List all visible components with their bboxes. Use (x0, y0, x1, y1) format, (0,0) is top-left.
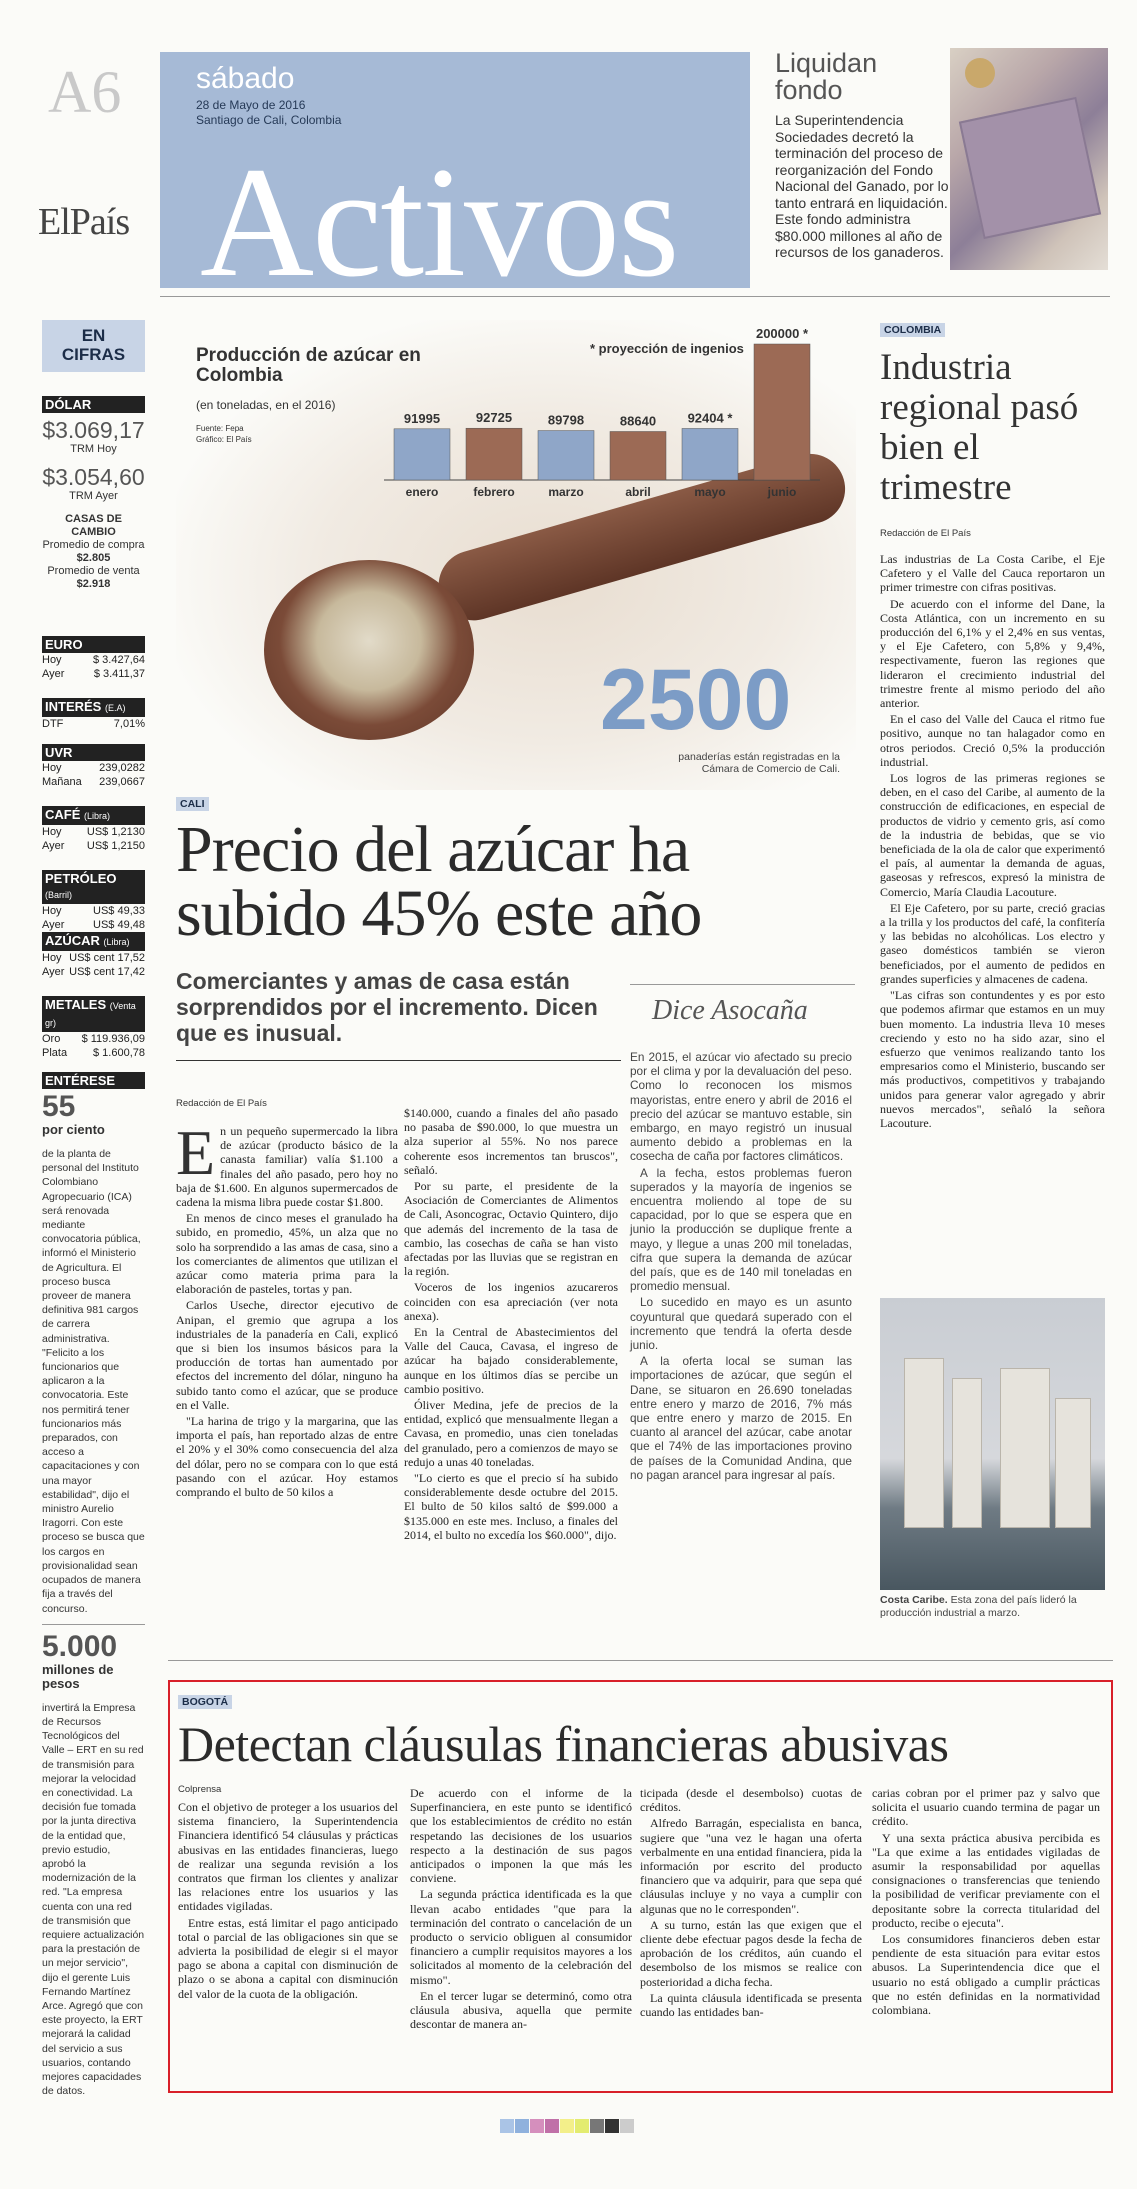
divider (160, 296, 1110, 297)
metales-unit: (Venta gr) (45, 1001, 136, 1028)
stat-caption: panaderías están registradas en la Cámara de Comercio de Cali. (678, 751, 840, 775)
row-label: Ayer (42, 919, 65, 931)
bogota-byline: Colprensa (178, 1784, 222, 1795)
uvr-manana-row (42, 775, 145, 789)
euro-ayer-row (42, 667, 145, 681)
page-number: A6 (48, 59, 122, 125)
bar-abril (610, 431, 666, 480)
chart-subtitle: (en toneladas, en el 2016) (196, 398, 336, 412)
petroleo-block (42, 870, 145, 932)
bar-value-label: 91995 (403, 410, 441, 426)
banknotes-photo (950, 48, 1108, 270)
row-value: $ 119.936,09 (81, 1033, 145, 1045)
paragraph: El Eje Cafetero, por su parte, creció gracias a la trilla y los productos del café, la confitería y las bebidas no alcohólicas. Los electro y gaseo domésticos también se vieron beneficiados, por el aumento de pedidos en grandes superficies y almacenes de cadena. (880, 900, 1105, 986)
asocana-body (630, 1050, 852, 1484)
paragraph: De acuerdo con el informe del Dane, la Costa Atlántica, con un incremento en su producción del 6,1% y el 2,4% en sus ventas, y el Eje Cafetero, con 5,8% y 9,4%, respectivamente, fueron las regiones que lideraron el crecimiento industrial del trimestre frente al mismo periodo del año anterior. (880, 596, 1105, 711)
banner-day: sábado (196, 62, 295, 95)
row-value: 7,01% (113, 718, 145, 730)
bar-chart (380, 320, 820, 510)
main-byline: Redacción de El País (176, 1098, 267, 1109)
cafe-unit: (Libra) (84, 811, 111, 821)
section-title: Activos (200, 135, 678, 288)
paragraph: A su turno, están las que exigen que el cliente debe efectuar pagos desde la fecha de aprobación de los créditos, aún cuando el desembolso de los mismos se realice con posterioridad a dicha fecha. (640, 1917, 862, 1989)
interes-label-text: INTERÉS (45, 699, 102, 714)
divider (176, 1060, 621, 1061)
paragraph: Lo sucedido en mayo es un asunto coyuntural que quedará superado con el incremento que tendrá la oferta desde junio. (630, 1295, 852, 1353)
row-value: 239,0282 (99, 762, 145, 774)
kicker-label: COLOMBIA (880, 323, 945, 337)
azucar-ayer-row (42, 965, 145, 979)
dolar-label: DÓLAR (42, 396, 145, 413)
chart-source-text: Fuente: Fepa (196, 424, 244, 433)
paragraph: "La harina de trigo y la margarina, que las importa el país, han reportado alzas de entre el 20% y el 30% como consecuencia del alza del dólar, pero no se compara con lo que está pasando con el azúcar. Hoy estamos comprando el bulto de 50 kilos a (176, 1414, 398, 1500)
right-byline: Redacción de El País (880, 528, 971, 539)
paragraph: Los logros de las primeras regiones se deben, en el caso del Caribe, al aumento de la construcción de edificaciones, en especial de productos de vidrio y cemento gris, así como de la industria de bebidas, que se vio beneficiada de la ola de calor que experimentó el país, al aumentar la demanda de aguas, gaseosas y refrescos, expresó la ministra de Comercio, María Claudia Lacouture. (880, 771, 1105, 899)
paragraph: Los consumidores financieros deben estar pendiente de esta situación para evitar estos abusos. La Superintendencia dice que el usuario no está obligado a cumplir prácticas que no estén definidas en la normatividad colombiana. (872, 1932, 1100, 2018)
petroleo-label-text: PETRÓLEO (45, 871, 117, 886)
paragraph: "Lo cierto es que el precio sí ha subido considerablemente desde octubre del 2015. El bulto de 50 kilos saltó de $99.000 a $135.000 en este mes. Incluso, a finales del 2014, el bulto no excedía los $60.000", dijo. (404, 1471, 618, 1542)
bogota-column-1 (178, 1800, 398, 2003)
trm-ayer-label: TRM Ayer (69, 490, 118, 502)
venta-label: Promedio de venta (47, 565, 140, 577)
row-label: Hoy (42, 952, 62, 964)
uvr-block (42, 744, 145, 789)
divider (42, 1624, 145, 1625)
brief-title-1: Liquidan (775, 48, 878, 78)
costa-caribe-photo (880, 1298, 1105, 1590)
interes-block (42, 698, 145, 731)
interes-unit: (E.A) (104, 703, 126, 713)
metales-block (42, 996, 145, 1060)
stat-number: 2500 (600, 652, 792, 748)
banknote-shape (959, 97, 1101, 239)
building-shape (952, 1378, 982, 1528)
brief-title-2: fondo (775, 75, 843, 105)
petroleo-label (42, 870, 145, 904)
paragraph: Óliver Medina, jefe de precios de la entidad, explicó que mensualmente llegan a Cavasa, en promedio, unas cien toneladas del granulado, pero a comienzos de mayo se redujo a unas 40 toneladas. (404, 1398, 618, 1469)
bar-junio (754, 344, 810, 480)
right-headline: Industria regional pasó bien el trimestre (880, 347, 1079, 508)
trm-hoy-value: $3.069,17 (42, 417, 145, 443)
date-text: 28 de Mayo de 2016 (196, 98, 306, 112)
category-label: marzo (548, 485, 584, 499)
row-label: Hoy (42, 762, 62, 774)
azucar-block (42, 932, 145, 979)
metales-label-text: METALES (45, 997, 107, 1012)
divider (168, 1660, 1113, 1661)
petroleo-unit: (Barril) (45, 890, 72, 900)
bogota-column-2 (410, 1786, 632, 2033)
oro-row (42, 1032, 145, 1046)
bogota-kicker (178, 1690, 232, 1709)
euro-label: EURO (42, 636, 145, 653)
bogota-column-4 (872, 1786, 1100, 2019)
swatch (545, 2119, 559, 2133)
paragraph: Carlos Useche, director ejecutivo de Anipan, el gremio que agrupa a los industriales de la panadería en Cali, explicó que si bien los insumos básicos para la producción de tortas han aumentado por efectos del incremento del dólar, ninguno ha subido tanto como el azúcar, que se produce en el Valle. (176, 1298, 398, 1412)
newspaper-logo: ElPaís (38, 201, 130, 243)
paragraph: De acuerdo con el informe de la Superfinanciera, en este punto se identificó que los establecimientos de crédito no están respetando las decisiones de los usuarios respecto a la destinación de sus pagos anticipados o imponen la que más les conviene. (410, 1786, 632, 1886)
row-label: Hoy (42, 826, 62, 838)
swatch (500, 2119, 514, 2133)
row-value: US$ 49,48 (93, 919, 145, 931)
bogota-column-3 (640, 1786, 862, 2021)
bar-marzo (538, 431, 594, 480)
azucar-label-text: AZÚCAR (45, 933, 100, 948)
paragraph: Por su parte, el presidente de la Asociación de Comerciantes de Alimentos de Cali, Asoncograc, Octavio Quintero, dijo que además del incremento de la tasa de cambio, las cosechas de caña se han visto afectadas por las lluvias que se registran en la región. (404, 1179, 618, 1279)
cafe-hoy-row (42, 825, 145, 839)
row-value: $ 1.600,78 (93, 1047, 145, 1059)
banner-date (196, 98, 341, 128)
chart-credit-text: Gráfico: El País (196, 435, 252, 444)
building-shape (904, 1358, 944, 1528)
enterese-text: de la planta de personal del Instituto Colombiano Agropecuario (ICA) será renovada mediante convocatoria pública, informó el Ministerio de Agricultura. El proceso busca proveer de manera definitiva 981 cargos de carrera administrativa. "Felicito a los funcionarios que aplicaron a la convocatoria. Este nos permitirá tener funcionarios más preparados, con acceso a capacitaciones y con una mayor estabilidad", dijo el ministro Aurelio Iragorri. Con este proceso se busca que los cargos en provisionalidad sean ocupados de manera fija a través del concurso. (42, 1148, 145, 1615)
main-column-2 (404, 1106, 618, 1544)
uvr-label: UVR (42, 744, 145, 761)
enterese-text-2: invertirá la Empresa de Recursos Tecnológicos del Valle – ERT en su red de transmisión para mejorar la velocidad en conectividad. La decisión fue tomada por la junta directiva de la entidad que, previo estudio, aprobó la modernización de la red. "La empresa cuenta con una red de transmisión que requiere actualización para la prestación de un mejor servicio", dijo el gerente Luis Fernando Martínez Arce. Agregó que con este proyecto, la ERT mejorará la calidad del servicio a sus usuarios, contando mejores capacidades de datos. (42, 1701, 145, 2098)
cafe-label (42, 806, 145, 825)
enterese-unit: por ciento (42, 1122, 105, 1137)
row-label: Ayer (42, 668, 65, 680)
enterese-label: ENTÉRESE (42, 1072, 145, 1089)
category-label: abril (625, 485, 651, 499)
paragraph: A la oferta local se suman las importaciones de azúcar, que según el Dane, se situaron en 26.690 toneladas entre enero y marzo de 2016, 7% más que entre enero y marzo de 2015. En cuanto al arancel del azúcar, cabe anotar que el 74% de las importaciones provino de países de la Comunidad Andina, que no pagan arancel para ingresar al país. (630, 1354, 852, 1482)
bar-enero (394, 429, 450, 480)
paragraph: Las industrias de La Costa Caribe, el Eje Cafetero y el Valle del Cauca reportaron un primer trimestre con cifras positivas. (880, 552, 1105, 595)
photo-caption-bold: Costa Caribe. (880, 1594, 948, 1606)
row-value: US$ 1,2150 (86, 840, 145, 852)
swatch (530, 2119, 544, 2133)
swatch (605, 2119, 619, 2133)
row-value: $ 3.427,64 (93, 654, 145, 666)
swatch (575, 2119, 589, 2133)
metales-label (42, 996, 145, 1032)
paragraph: En el caso del Valle del Cauca el ritmo fue positivo, aunque no tan halagador como en otros periodos. Creció 0,5% la producción industrial. (880, 712, 1105, 769)
category-label: junio (767, 485, 797, 499)
photo-caption (880, 1594, 1105, 1620)
category-label: febrero (473, 485, 515, 499)
paragraph: A la fecha, estos problemas fueron superados y la mayoría de ingenios se encuentra moliendo al tope de su capacidad, por lo que se espera que en junio la producción se duplique frente a mayo, y llegue a unas 200 mil toneladas, cifra que supera la demanda de azúcar del país, que es de 140 mil toneladas en promedio mensual. (630, 1165, 852, 1294)
section-banner (160, 52, 750, 288)
right-kicker (880, 318, 945, 337)
paragraph: En el tercer lugar se determinó, como otra cláusula abusiva, aquella que permite descontar de manera an- (410, 1988, 632, 2032)
bar-febrero (466, 428, 522, 480)
enterese-number: 55 (42, 1090, 76, 1123)
row-label: Ayer (42, 840, 65, 852)
row-label: Hoy (42, 654, 62, 666)
photo-caption-text: Esta zona del país lideró la producción industrial a marzo. (880, 1594, 1077, 1619)
swatch (620, 2119, 634, 2133)
dolar-block (42, 396, 145, 591)
compra-value: $2.805 (76, 552, 111, 564)
interes-label (42, 698, 145, 717)
city-text: Santiago de Cali, Colombia (196, 113, 342, 127)
bar-value-label: 89798 (547, 412, 585, 428)
paragraph: "Las cifras son contundentes y es por esto que podemos afirmar que estamos en un muy buen momento. La industria lleva 10 meses creciendo y esto no ha sido azar, sino el esfuerzo que venimos realizando tanto los empresarios como el Ministerio, buscando ser más productivos, competitivos y trabajando unidos para generar valor agregado y abrir nuevos mercados", señaló la señora Lacouture. (880, 988, 1105, 1130)
bar-value-label: 200000 * (755, 326, 809, 341)
category-label: mayo (694, 485, 726, 499)
row-value: 239,0667 (99, 776, 145, 788)
cifras-header-line2: CIFRAS (61, 345, 126, 364)
brief-text: La Superintendencia Sociedades decretó la terminación del proceso de reorganización del Fondo Nacional del Ganado, por lo tanto entrará en liquidación. Este fondo administra $80.000 millones al año de recursos de los ganaderos. (775, 112, 949, 260)
azucar-unit: (Libra) (103, 937, 130, 947)
paragraph: ticipada (desde el desembolso) cuotas de créditos. (640, 1786, 862, 1815)
swatch (590, 2119, 604, 2133)
row-value: US$ cent 17,52 (69, 952, 145, 964)
plata-row (42, 1046, 145, 1060)
cafe-label-text: CAFÉ (45, 807, 81, 822)
trm-hoy-label: TRM Hoy (70, 443, 117, 455)
row-value: US$ 49,33 (93, 905, 145, 917)
row-label: Ayer (42, 966, 65, 978)
euro-block (42, 636, 145, 681)
enterese-unit-2: millones de pesos (42, 1661, 114, 1691)
main-kicker (176, 792, 209, 811)
chart-projection-note: * proyección de ingenios (590, 341, 744, 356)
enterese-number-2: 5.000 (42, 1629, 118, 1663)
print-color-bar (500, 2119, 635, 2133)
asocana-title: Dice Asocaña (652, 995, 808, 1026)
row-label: Plata (42, 1047, 68, 1059)
paragraph: $140.000, cuando a finales del año pasado no pasaba de $90.000, lo que muestra un alza superior al 55%. No nos parece coherente esos incrementos tan bruscos", señaló. (404, 1106, 618, 1177)
dropcap: E (176, 1117, 216, 1188)
row-label: Hoy (42, 905, 62, 917)
bar-value-label: 92404 * (687, 410, 733, 426)
enterese-block (42, 1072, 145, 2098)
trm-ayer-value: $3.054,60 (42, 464, 145, 490)
paragraph: Voceros de los ingenios azucareros coinciden con esa apreciación (ver nota anexa). (404, 1280, 618, 1323)
paragraph: En 2015, el azúcar vio afectado su precio por el clima y por la devaluación del peso. Como lo reconocen los mismos mayoristas, entre enero y abril de 2016 el precio del azúcar se mantuvo estable, sin embargo, en mayo registró un inusual aumento debido a problemas en la cosecha de caña por factores climáticos. (630, 1050, 852, 1164)
azucar-hoy-row (42, 951, 145, 965)
uvr-hoy-row (42, 761, 145, 775)
paragraph: Alfredo Barragán, especialista en banca, sugiere que "una vez le hagan una oferta verbalmente en una entidad financiera, pida la información por escrito del producto financiero que va adquirir, para que sepa qué cláusulas incluye y no vaya a cumplir con algunas que no le corresponden". (640, 1816, 862, 1916)
azucar-label (42, 932, 145, 951)
main-headline: Precio del azúcar ha subido 45% este año (176, 813, 702, 950)
building-shape (1055, 1398, 1091, 1528)
bar-mayo (682, 428, 738, 480)
paragraph: En la Central de Abastecimientos del Valle del Cauca, Cavasa, el ingreso de azúcar ha bajado considerablemente, aunque en los últimos días se percibe un cambio positivo. (404, 1325, 618, 1396)
brief-liquidan (775, 50, 961, 261)
kicker-label: BOGOTÁ (178, 1695, 232, 1709)
paragraph: carias cobran por el primer paz y salvo que solicita el usuario cuando termina de pagar un crédito. (872, 1786, 1100, 1829)
paragraph: Con el objetivo de proteger a los usuarios del sistema financiero, la Superintendencia Financiera identificó 54 cláusulas y prácticas abusivas en las entidades financieras, luego de realizar una segunda revisión a los contratos que firman los clientes y analizar las relaciones entre los usuarios y las entidades vigiladas. (178, 1800, 398, 1914)
dtf-row (42, 717, 145, 731)
euro-hoy-row (42, 653, 145, 667)
paragraph: n un pequeño supermercado la libra de azúcar (producto básico de la canasta familiar) valía $1.100 a finales del año pasado, pero hoy no baja de $1.600. En algunos supermercados de cadena la misma libra puede costar $1.800. (176, 1124, 398, 1210)
compra-label: Promedio de compra (42, 539, 145, 551)
divider (630, 984, 855, 985)
cifras-header (42, 320, 145, 372)
paragraph: Entre estas, está limitar el pago anticipado total o parcial de las obligaciones sin que se advierta la posibilidad de elegir si el mayor pago se abona a capital con disminución de plazo o se abona a capital con disminución del valor de la cuota de la obligación. (178, 1915, 398, 2001)
row-label: DTF (42, 718, 64, 730)
paragraph: En menos de cinco meses el granulado ha subido, en promedio, 45%, un alza que no solo ha sorprendido a las amas de casa, sino a los comerciantes de alimentos que utilizan el azúcar como materia prima para la elaboración de pasteles, tortas y pan. (176, 1211, 398, 1297)
venta-value: $2.918 (76, 578, 111, 590)
bar-value-label: 92725 (475, 410, 513, 426)
main-column-1 (176, 1117, 398, 1501)
paragraph: Y una sexta práctica abusiva percibida es "La que exime a las entidades vigiladas de asumir la responsabilidad por aquellas consignaciones o transferencias que teniendo la posibilidad de verificar previamente con el depositante sobre la correcta titularidad del producto, recibe o ejecuta". (872, 1830, 1100, 1930)
cafe-block (42, 806, 145, 853)
kicker-label: CALI (176, 797, 209, 811)
coin-shape (965, 58, 995, 88)
row-value: US$ cent 17,42 (69, 966, 145, 978)
category-label: enero (405, 485, 439, 499)
bar-value-label: 88640 (619, 413, 657, 429)
row-value: $ 3.411,37 (93, 668, 145, 680)
spoon-with-sugar-shape (264, 560, 474, 740)
petroleo-hoy-row (42, 904, 145, 918)
casas-label: CASAS DE CAMBIO (65, 513, 122, 538)
chart-title: Producción de azúcar en Colombia (196, 345, 421, 386)
paragraph: La quinta cláusula identificada se presenta cuando las entidades ban- (640, 1990, 862, 2020)
row-value: US$ 1,2130 (86, 826, 145, 838)
bogota-headline: Detectan cláusulas financieras abusivas (178, 1716, 949, 1772)
main-deck: Comerciantes y amas de casa están sorprendidos por el incremento. Dicen que es inusual. (176, 968, 598, 1046)
paragraph: La segunda práctica identificada es la que llevan acabo entidades "que para la terminación del contrato o cancelación de un producto o servicio obliguen al consumidor financiero a cumplir requisitos mayores a los solicitados al momento de la celebración del mismo". (410, 1887, 632, 1987)
swatch (515, 2119, 529, 2133)
cafe-ayer-row (42, 839, 145, 853)
row-label: Oro (42, 1033, 61, 1045)
cifras-header-line1: EN (81, 326, 106, 345)
swatch (560, 2119, 574, 2133)
building-shape (1000, 1368, 1050, 1528)
petroleo-ayer-row (42, 918, 145, 932)
chart-source (196, 423, 252, 445)
row-label: Mañana (42, 776, 82, 788)
right-body (880, 552, 1105, 1132)
